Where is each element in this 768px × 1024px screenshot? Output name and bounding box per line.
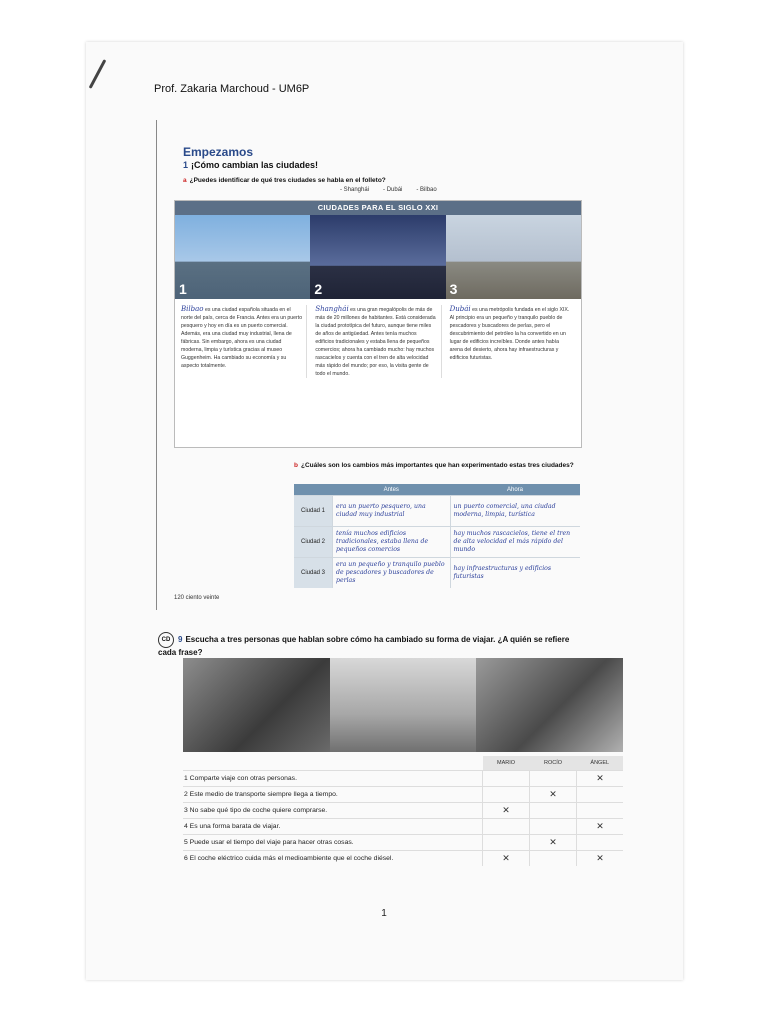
table-row [183,851,623,867]
exercise-9-heading [158,632,588,657]
table-row [183,803,623,819]
photo-mario [183,658,330,752]
answer-ahora: un puerto comercial, una ciudad moderna, limpia, turística [450,496,580,527]
city-photo-shanghai [310,215,445,299]
answer-ahora: hay infraestructuras y edificios futuristas [450,558,580,589]
col-rocio: ROCÍO [530,756,577,771]
book-page-number: 120 ciento veinte [174,595,220,601]
author-header: Prof. Zakaria Marchoud - UM6P [154,83,310,95]
mark-cell [530,819,577,835]
city-descriptions [175,299,581,378]
handwritten-city: Shanghái [315,305,349,313]
row-label: Ciudad 1 [294,496,333,527]
photo-number: 3 [449,281,458,297]
handwritten-city: Bilbao [181,305,204,313]
option: - Shanghái [340,187,370,193]
city-photos [175,215,581,299]
mark-cell [530,851,577,867]
option: - Dubái [383,187,403,193]
section-title: Empezamos [183,145,254,159]
row-label: Ciudad 2 [294,527,333,558]
photo-number: 1 [179,281,187,297]
question-b-letter: b [294,462,298,469]
mark-cell [530,803,577,819]
city-text [181,305,307,378]
mark-cell: ✕ [530,835,577,851]
sentence: 1 Comparte viaje con otras personas. [183,771,483,787]
sentence: 6 El coche eléctrico cuida más el medioambiente que el coche diésel. [183,851,483,867]
table-row [294,496,580,527]
mark-cell [530,771,577,787]
city-text [315,305,441,378]
mark-cell: ✕ [483,851,530,867]
photo-rocio [330,658,477,752]
travel-photos [183,658,623,752]
col-antes: Antes [333,484,451,496]
city-description: es una ciudad española situada en el norte del país, cerca de Francia. Antes era un puerto pesquero y hoy en día es un puerto comercial. Además, era una ciudad muy industrial, llena de fábricas. Sin embargo, ahora es una ciudad moderna, limpia y turística gracias al museo Guggenheim. Ha cambiado su economía y su aspecto totalmente. [181,307,303,369]
option: - Bilbao [416,187,437,193]
handwritten-city: Dubái [449,305,471,313]
sentence: 5 Puede usar el tiempo del viaje para hacer otras cosas. [183,835,483,851]
col-angel: ÁNGEL [577,756,624,771]
question-b [294,462,594,469]
exercise-9-instruction: Escucha a tres personas que hablan sobre cómo ha cambiado su forma de viajar. ¿A quién se refiere cada frase? [158,635,570,657]
city-description: es una gran megalópolis de más de más de 20 millones de habitantes. Está considerada la ciudad prototípica del futuro, aunque tiene miles de años de antigüedad. Antes tenía muchos edificios tradicionales y estaba llena de pequeños comercios; ahora ha cambiado mucho: hay muchos rascacielos y cuenta con el tren de alta velocidad más rápido del mundo; por eso, la visita gente de todo el mundo. [315,307,436,377]
col-mario: MARIO [483,756,530,771]
changes-table [294,484,580,588]
city-description: es una metrópolis fundada en el siglo XIX. Al principio era un pequeño y tranquilo pueblo de pescadores y buscadores de perlas, pero el descubrimiento del petróleo la ha convertido en un lugar de edificios increíbles. Donde antes había arena del desierto, ahora hay infraestructuras y edificios futuristas. [449,307,570,361]
mark-cell: ✕ [483,803,530,819]
question-a-letter: a [183,177,187,184]
mark-cell [483,771,530,787]
question-a [183,177,386,184]
sentence: 2 Este medio de transporte siempre llega a tiempo. [183,787,483,803]
question-a-options [340,187,437,193]
photo-angel [476,658,623,752]
mark-cell: ✕ [577,851,624,867]
mark-cell [577,787,624,803]
answer-antes: tenía muchos edificios tradicionales, estaba llena de pequeños comercios [333,527,451,558]
city-text [450,305,575,378]
table-row [183,771,623,787]
exercise-9-number: 9 [178,635,183,645]
sentence: 4 Es una forma barata de viajar. [183,819,483,835]
mark-cell: ✕ [530,787,577,803]
table-row [294,558,580,589]
answer-ahora: hay muchos rascacielos, tiene el tren de alta velocidad el más rápido del mundo [450,527,580,558]
row-label: Ciudad 3 [294,558,333,589]
table-row [183,787,623,803]
answer-antes: era un puerto pesquero, una ciudad muy industrial [333,496,451,527]
sentence: 3 No sabe qué tipo de coche quiere comprarse. [183,803,483,819]
col-ahora: Ahora [450,484,580,496]
exercise-title: ¡Cómo cambian las ciudades! [191,160,319,170]
question-a-text: ¿Puedes identificar de qué tres ciudades se habla en el folleto? [189,177,386,184]
mark-cell [483,819,530,835]
blank-header [294,484,333,496]
brochure-panel [174,200,582,448]
answer-antes: era un pequeño y tranquilo pueblo de pescadores y buscadores de perlas [333,558,451,589]
matching-table [183,756,623,866]
mark-cell: ✕ [577,771,624,787]
mark-cell [483,787,530,803]
mark-cell [577,835,624,851]
brochure-heading: CIUDADES PARA EL SIGLO XXI [175,201,581,215]
mark-cell [483,835,530,851]
crop-line [156,120,157,610]
exercise-number: 1 [183,160,189,170]
table-row [294,527,580,558]
photo-number: 2 [314,281,323,297]
page-number: 1 [381,908,387,919]
audio-cd-icon: CD [158,632,174,648]
blank-header [183,756,483,771]
mark-cell: ✕ [577,819,624,835]
city-photo-bilbao [175,215,310,299]
city-photo-dubai [446,215,581,299]
mark-cell [577,803,624,819]
exercise-heading [183,160,318,170]
table-row [183,835,623,851]
table-row [183,819,623,835]
question-b-text: ¿Cuáles son los cambios más importantes que han experimentado estas tres ciudades? [300,462,574,469]
